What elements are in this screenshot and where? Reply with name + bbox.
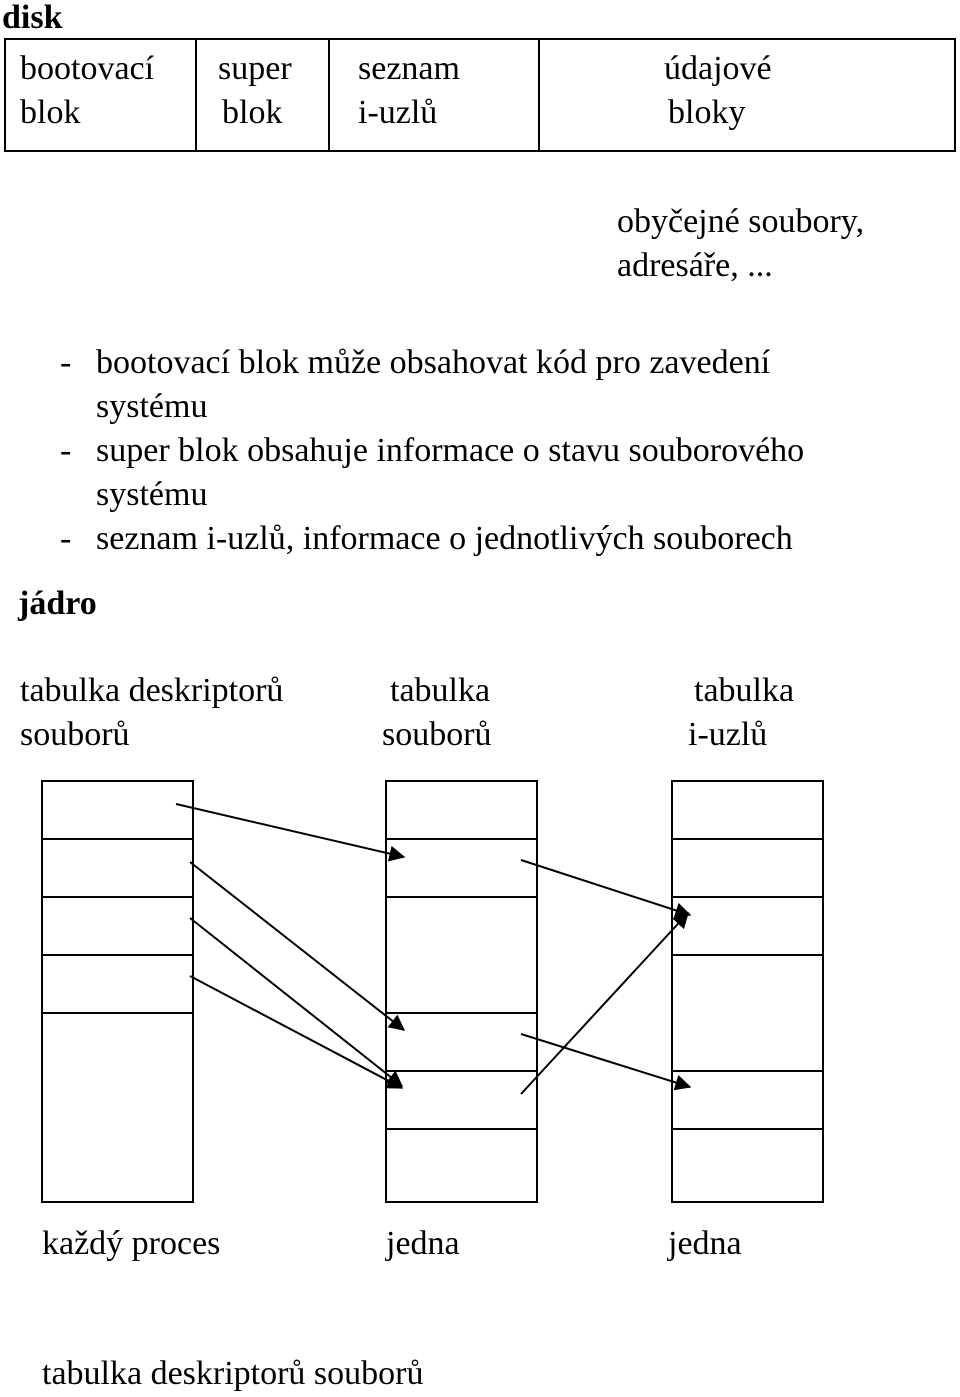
bullet-boot-line2: systému	[96, 388, 208, 425]
file-table	[386, 781, 537, 1202]
file-table-title-line2: souborů	[382, 716, 492, 753]
inode-list-label-line1: seznam	[358, 50, 460, 87]
bullet-dash: -	[60, 520, 72, 557]
inode-table	[672, 781, 823, 1202]
kernel-heading: jádro	[18, 585, 97, 622]
file-table-title-line1: tabulka	[390, 672, 491, 709]
bullet-super-line1: super blok obsahuje informace o stavu souborového	[96, 432, 805, 469]
fd-table-title-line1: tabulka deskriptorů	[20, 672, 284, 709]
fd-table	[42, 781, 193, 1202]
inode-table-title-line1: tabulka	[694, 672, 795, 709]
inode-list-label-line2: i-uzlů	[358, 94, 438, 131]
super-block-label-line1: super	[218, 50, 292, 87]
bullet-dash: -	[60, 344, 72, 381]
arrow-fd-to-file	[190, 976, 402, 1088]
boot-block-label-line2: blok	[20, 94, 81, 131]
arrow-fd-to-file	[190, 918, 402, 1086]
arrow-file-to-inode	[521, 1034, 690, 1087]
arrow-fd-to-file	[190, 862, 404, 1030]
boot-block-label-line1: bootovací	[20, 50, 155, 87]
arrow-fd-to-file	[176, 804, 404, 857]
disk-heading: disk	[2, 0, 63, 36]
data-blocks-label-line1: údajové	[664, 50, 772, 87]
inode-table-title-line2: i-uzlů	[688, 716, 768, 753]
bottom-caption: tabulka deskriptorů souborů	[42, 1355, 424, 1392]
fd-table-footer: každý proces	[42, 1225, 221, 1262]
bullet-inode-line1: seznam i-uzlů, informace o jednotlivých souborech	[96, 520, 793, 557]
bullet-boot-line1: bootovací blok může obsahovat kód pro zavedení	[96, 344, 771, 381]
arrow-file-to-inode	[521, 913, 688, 1094]
fd-table-title-line2: souborů	[20, 716, 130, 753]
data-note-line1: obyčejné soubory,	[617, 203, 865, 240]
inode-table-footer: jedna	[668, 1225, 742, 1262]
arrow-file-to-inode	[521, 860, 690, 915]
file-table-footer: jedna	[386, 1225, 460, 1262]
bullet-super-line2: systému	[96, 476, 208, 513]
super-block-label-line2: blok	[222, 94, 283, 131]
bullet-dash: -	[60, 432, 72, 469]
data-note-line2: adresáře, ...	[617, 247, 773, 284]
data-blocks-label-line2: bloky	[668, 94, 746, 131]
